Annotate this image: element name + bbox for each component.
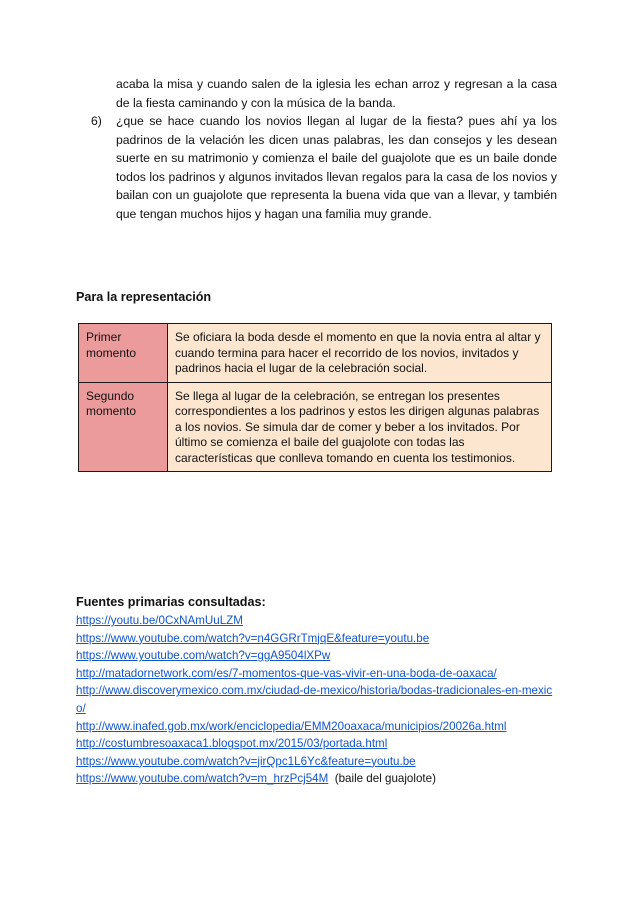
- source-link[interactable]: https://www.youtube.com/watch?v=n4GGRrTmjqE&feature=youtu.be: [76, 631, 430, 645]
- moment-description: Se llega al lugar de la celebración, se entregan los presentes correspondientes a los padrinos y estos les dirigen algunas palabras a los novios. Se simula dar de comer y beber a los invitados. Por último se comienza el baile del guajolote con todas las características que conlleva tomando en cuenta los testimonios.: [168, 382, 552, 472]
- representation-table: [78, 323, 552, 472]
- list-item-6: ¿que se hace cuando los novios llegan al lugar de la fiesta? pues ahí ya los padrinos de la velación les dicen unas palabras, les dan consejos y les desean suerte en su matrimonio y comienza el baile del guajolote que es un baile donde todos los padrinos y algunos invitados llevan regalos para la casa de los novios y bailan con un guajolote que representa la buena vida que van a llevar, y también que tengan muchos hijos y hagan una familia muy grande.: [116, 114, 557, 221]
- list-number-6: 6): [91, 114, 102, 128]
- table-row: [79, 324, 552, 383]
- sources-list: [76, 612, 560, 788]
- moment-label: Primer momento: [79, 324, 168, 383]
- source-note: (baile del guajolote): [334, 772, 436, 786]
- moment-label: Segundo momento: [79, 382, 168, 472]
- source-link[interactable]: http://matadornetwork.com/es/7-momentos-que-vas-vivir-en-una-boda-de-oaxaca/: [76, 666, 497, 680]
- source-link[interactable]: http://www.inafed.gob.mx/work/enciclopedia/EMM20oaxaca/municipios/20026a.html: [76, 719, 507, 733]
- list-item-5-continuation: acaba la misa y cuando salen de la iglesia les echan arroz y regresan a la casa de la fiesta caminando y con la música de la banda.: [116, 77, 557, 110]
- source-link[interactable]: https://www.youtube.com/watch?v=ggA9504lXPw: [76, 649, 331, 663]
- source-link[interactable]: https://www.youtube.com/watch?v=m_hrzPcj54M: [76, 772, 329, 786]
- representation-heading: Para la representación: [76, 290, 212, 304]
- source-link[interactable]: http://www.discoverymexico.com.mx/ciudad-de-mexico/historia/bodas-tradicionales-en-mexico/: [76, 684, 553, 715]
- sources-heading: Fuentes primarias consultadas:: [76, 595, 266, 609]
- source-link[interactable]: http://costumbresoaxaca1.blogspot.mx/2015/03/portada.html: [76, 737, 388, 751]
- source-link[interactable]: https://www.youtube.com/watch?v=jirQpc1L6Yc&feature=youtu.be: [76, 754, 416, 768]
- source-link[interactable]: https://youtu.be/0CxNAmUuLZM: [76, 614, 243, 627]
- moment-description: Se oficiara la boda desde el momento en que la novia entra al altar y cuando termina para hacer el recorrido de los novios, invitados y padrinos hacia el lugar de la celebración social.: [168, 324, 552, 383]
- table-row: [79, 382, 552, 472]
